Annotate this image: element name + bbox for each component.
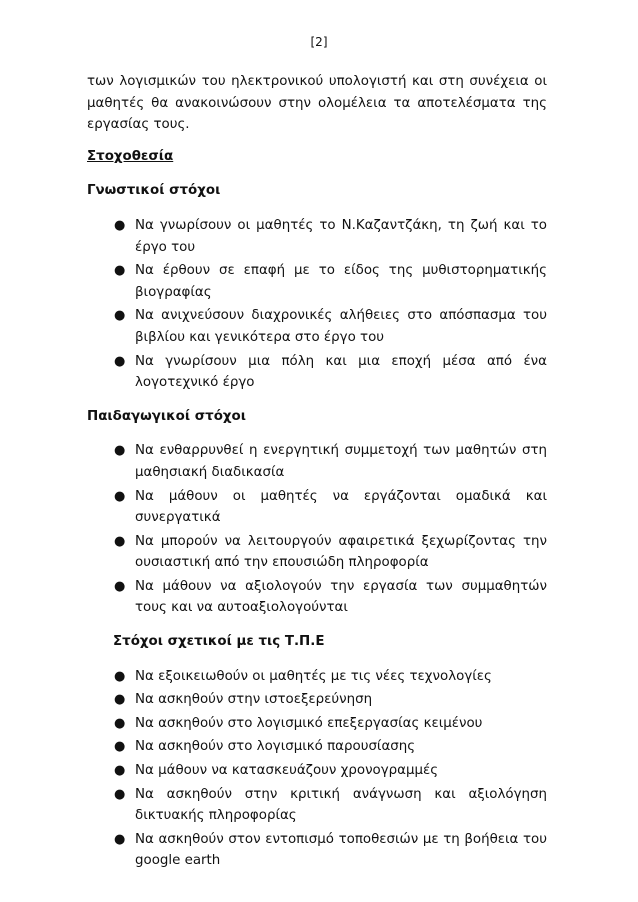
cognitive-list [87,215,547,394]
list-item-text: Να μάθουν να αξιολογούν την εργασία των συμμαθητών τους και να αυτοαξιολογούνται [135,578,547,616]
bullet-icon: ● [114,217,126,233]
list-item [87,713,547,735]
list-item-text: Να ασκηθούν στην ιστοεξερεύνηση [135,692,373,708]
list-item [87,784,547,827]
ict-list [87,666,547,872]
list-item [87,215,547,258]
list-item [87,760,547,782]
bullet-icon: ● [114,739,126,755]
bullet-icon: ● [114,443,126,459]
list-item-text: Να ανιχνεύσουν διαχρονικές αλήθειες στο απόσπασμα του βιβλίου και γενικότερα στο έργο του [135,308,547,345]
list-item-text: Να εξοικειωθούν οι μαθητές με τις νέες τεχνολογίες [135,668,492,684]
list-item [87,689,547,711]
list-item-text: Να γνωρίσουν μια πόλη και μια εποχή μέσα από ένα λογοτεχνικό έργο [135,353,547,391]
bullet-icon: ● [114,488,126,504]
bullet-icon: ● [114,578,126,594]
list-item-text: Να μάθουν οι μαθητές να εργάζονται ομαδικά και συνεργατικά [135,488,547,526]
section-title: Στοχοθεσία [87,148,174,164]
list-item-text: Να ασκηθούν στο λογισμικό επεξεργασίας κειμένου [135,715,483,731]
list-item-text: Να ασκηθούν στο λογισμικό παρουσίασης [135,739,416,755]
pedagogical-list [87,440,547,619]
list-item [87,576,547,619]
bullet-icon: ● [114,533,126,549]
bullet-icon: ● [114,692,126,708]
list-item-text: Να γνωρίσουν οι μαθητές το Ν.Καζαντζάκη, τη ζωή και το έργο του [135,217,547,255]
list-item [87,736,547,758]
bullet-icon: ● [114,786,126,802]
list-item-text: Να ασκηθούν στην κριτική ανάγνωση και αξιολόγηση δικτυακής πληροφορίας [135,786,547,824]
bullet-icon: ● [114,668,126,684]
list-item [87,305,547,348]
bullet-icon: ● [114,763,126,779]
list-item [87,486,547,529]
bullet-icon: ● [114,715,126,731]
list-item-text: Να ενθαρρυνθεί η ενεργητική συμμετοχή των μαθητών στη μαθησιακή διαδικασία [135,443,547,480]
page-content [87,71,547,884]
list-item-text: Να έρθουν σε επαφή με το είδος της μυθιστορηματικής βιογραφίας [135,263,547,300]
ict-heading: Στόχοι σχετικοί με τις Τ.Π.Ε [113,634,325,650]
cognitive-heading: Γνωστικοί στόχοι [87,183,221,199]
list-item [87,260,547,303]
bullet-icon: ● [114,831,126,847]
bullet-icon: ● [114,353,126,369]
page-number: [2] [310,35,328,49]
list-item [87,829,547,872]
bullet-icon: ● [114,308,126,324]
list-item-text: Να ασκηθούν στον εντοπισμό τοποθεσιών με τη βοήθεια του google earth [135,831,547,869]
list-item [87,531,547,574]
list-item-text: Να μπορούν να λειτουργούν αφαιρετικά ξεχωρίζοντας την ουσιαστική από την επουσιώδη πληροφορία [135,533,547,571]
pedagogical-heading: Παιδαγωγικοί στόχοι [87,408,246,424]
list-item [87,666,547,688]
list-item [87,440,547,483]
list-item [87,351,547,394]
bullet-icon: ● [114,263,126,279]
list-item-text: Να μάθουν να κατασκευάζουν χρονογραμμές [135,763,439,779]
intro-paragraph: των λογισμικών του ηλεκτρονικού υπολογιστή και στη συνέχεια οι μαθητές θα ανακοινώσουν στην ολομέλεια τα αποτελέσματα της εργασίας τους. [87,74,547,133]
